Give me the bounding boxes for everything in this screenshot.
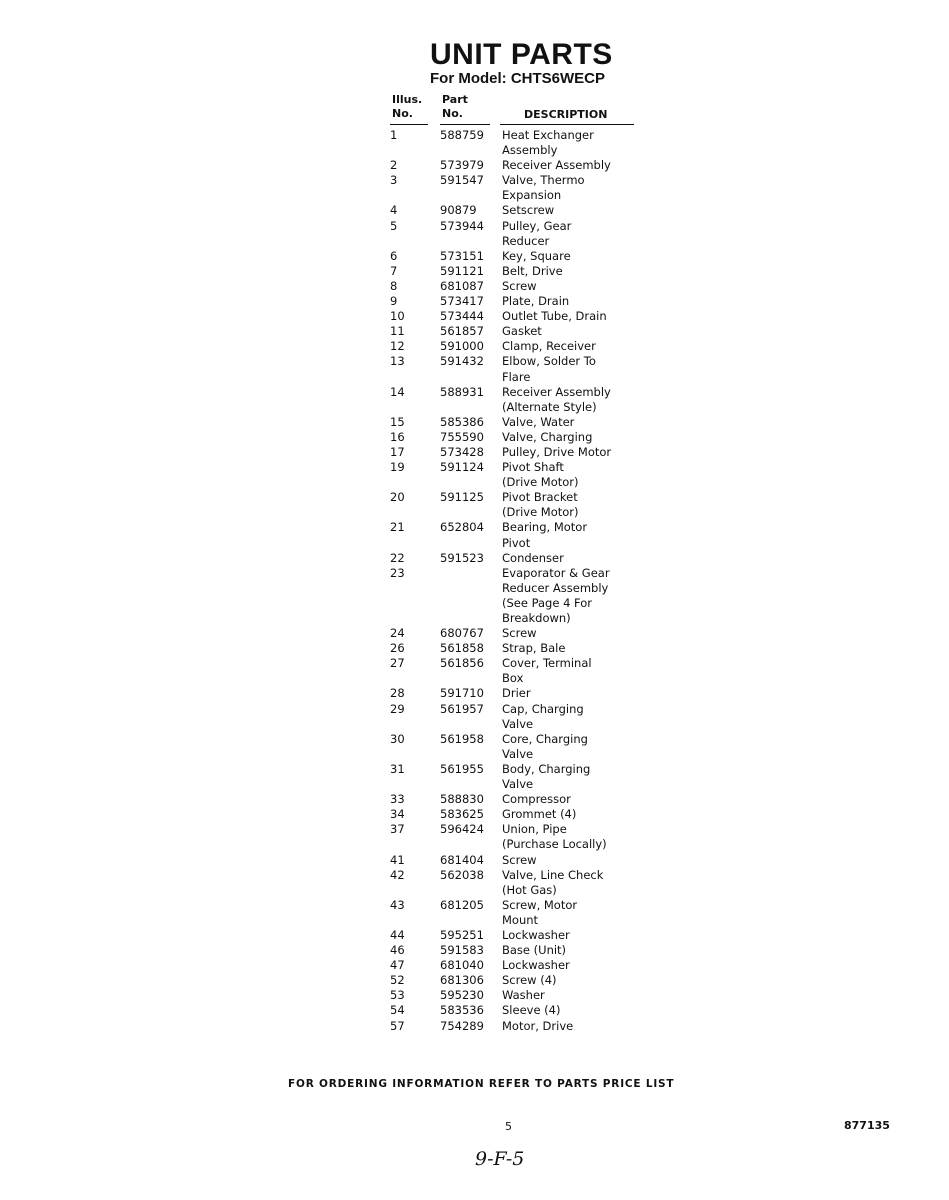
part-description: Drier [502, 686, 531, 701]
parts-row [390, 566, 640, 626]
illus-number: 22 [390, 550, 405, 565]
part-description: Cover, Terminal Box [502, 656, 592, 686]
part-description: Compressor [502, 792, 571, 807]
part-description: Screw (4) [502, 973, 557, 988]
part-description: Lockwasher [502, 958, 570, 973]
part-description: Screw [502, 626, 537, 641]
part-number: 562038 [440, 867, 484, 882]
part-description: Valve, Water [502, 414, 575, 429]
part-description: Union, Pipe (Purchase Locally) [502, 822, 607, 852]
part-number: 588830 [440, 792, 484, 807]
part-number: 588759 [440, 128, 484, 142]
model-number: CHTS6WECP [510, 70, 606, 87]
part-description: Valve, Charging [502, 429, 593, 444]
column-header-part-line2: No. [442, 107, 463, 120]
part-number: 583536 [440, 1003, 484, 1018]
part-description: Receiver Assembly [502, 158, 611, 173]
part-number: 588931 [440, 384, 484, 399]
illus-number: 23 [390, 565, 405, 580]
illus-number: 46 [390, 943, 405, 958]
parts-row [390, 702, 640, 732]
part-description: Elbow, Solder To Flare [502, 354, 596, 384]
handwritten-note: 9-F-5 [475, 1148, 525, 1170]
part-description: Screw [502, 852, 537, 867]
parts-row [390, 1019, 640, 1034]
header-rule-part [440, 124, 490, 125]
part-description: Condenser [502, 550, 564, 565]
illus-number: 2 [390, 158, 398, 173]
column-header-illus-line1: Illus. [392, 93, 423, 106]
part-number: 585386 [440, 414, 484, 429]
parts-row [390, 641, 640, 656]
part-number: 681040 [440, 958, 484, 973]
part-description: Sleeve (4) [502, 1003, 561, 1018]
parts-row [390, 520, 640, 550]
part-number: 596424 [440, 822, 484, 837]
part-description: Pivot Bracket (Drive Motor) [502, 490, 579, 520]
illus-number: 15 [390, 414, 405, 429]
parts-row [390, 898, 640, 928]
illus-number: 33 [390, 792, 405, 807]
parts-row [390, 430, 640, 445]
illus-number: 41 [390, 852, 405, 867]
illus-number: 17 [390, 444, 405, 459]
part-description: Heat Exchanger Assembly [502, 128, 594, 158]
part-description: Gasket [502, 324, 542, 339]
parts-row [390, 173, 640, 203]
part-number: 561857 [440, 324, 484, 339]
part-number: 90879 [440, 203, 477, 218]
illus-number: 3 [390, 173, 398, 188]
illus-number: 29 [390, 701, 405, 716]
illus-number: 13 [390, 354, 405, 369]
parts-row [390, 445, 640, 460]
illus-number: 52 [390, 973, 405, 988]
part-number: 681205 [440, 897, 484, 912]
illus-number: 44 [390, 927, 405, 942]
parts-row [390, 958, 640, 973]
model-line [430, 70, 605, 87]
part-number: 591547 [440, 173, 484, 188]
illus-number: 26 [390, 641, 405, 656]
parts-row [390, 988, 640, 1003]
parts-row [390, 1003, 640, 1018]
part-number: 591710 [440, 686, 484, 701]
parts-row [390, 853, 640, 868]
part-description: Evaporator & Gear Reducer Assembly (See Page 4 For Breakdown) [502, 565, 610, 625]
parts-row [390, 943, 640, 958]
illus-number: 7 [390, 263, 398, 278]
part-description: Body, Charging Valve [502, 761, 591, 792]
part-description: Setscrew [502, 203, 555, 218]
part-number: 591000 [440, 339, 484, 354]
illus-number: 6 [390, 248, 398, 263]
parts-row [390, 762, 640, 792]
part-number: 561856 [440, 656, 484, 671]
part-number: 561955 [440, 761, 484, 776]
parts-row [390, 415, 640, 430]
model-label: For Model: [430, 70, 507, 87]
parts-row [390, 309, 640, 324]
parts-row [390, 128, 640, 158]
illus-number: 12 [390, 339, 405, 354]
illus-number: 10 [390, 309, 405, 324]
illus-number: 21 [390, 520, 405, 535]
illus-number: 37 [390, 822, 405, 837]
part-number: 680767 [440, 626, 484, 641]
part-description: Pulley, Drive Motor [502, 444, 612, 459]
part-description: Plate, Drain [502, 294, 570, 309]
parts-row [390, 203, 640, 218]
part-description: Clamp, Receiver [502, 339, 596, 354]
parts-row [390, 626, 640, 641]
page-title: UNIT PARTS [430, 38, 613, 71]
illus-number: 42 [390, 867, 405, 882]
parts-row [390, 354, 640, 384]
illus-number: 43 [390, 897, 405, 912]
parts-row [390, 973, 640, 988]
part-description: Valve, Thermo Expansion [502, 173, 585, 203]
parts-row [390, 339, 640, 354]
part-number: 561858 [440, 641, 484, 656]
part-description: Pulley, Gear Reducer [502, 218, 572, 248]
illus-number: 4 [390, 203, 398, 218]
part-number: 652804 [440, 520, 484, 535]
part-number: 591432 [440, 354, 484, 369]
illus-number: 27 [390, 656, 405, 671]
part-description: Receiver Assembly (Alternate Style) [502, 384, 611, 414]
part-description: Grommet (4) [502, 807, 577, 822]
part-description: Washer [502, 988, 545, 1003]
illus-number: 53 [390, 988, 405, 1003]
parts-row [390, 807, 640, 822]
part-description: Pivot Shaft (Drive Motor) [502, 460, 579, 490]
part-number: 595230 [440, 988, 484, 1003]
parts-row [390, 264, 640, 279]
header-rule-description [500, 124, 634, 125]
column-header-part-no [442, 93, 468, 121]
parts-row [390, 490, 640, 520]
parts-row [390, 460, 640, 490]
parts-row [390, 686, 640, 701]
illus-number: 54 [390, 1003, 405, 1018]
parts-row [390, 279, 640, 294]
part-number: 591583 [440, 943, 484, 958]
parts-row [390, 294, 640, 309]
part-number: 573944 [440, 218, 484, 233]
part-number: 591121 [440, 263, 484, 278]
parts-row [390, 385, 640, 415]
illus-number: 16 [390, 429, 405, 444]
illus-number: 8 [390, 278, 398, 293]
part-description: Lockwasher [502, 927, 570, 942]
part-description: Screw, Motor Mount [502, 897, 578, 927]
illus-number: 5 [390, 218, 398, 233]
part-description: Bearing, Motor Pivot [502, 520, 588, 550]
parts-row [390, 551, 640, 566]
part-number: 573151 [440, 248, 484, 263]
part-number [440, 566, 502, 626]
parts-row [390, 732, 640, 762]
parts-row [390, 219, 640, 249]
part-description: Strap, Bale [502, 641, 566, 656]
illus-number: 30 [390, 731, 405, 746]
part-description: Cap, Charging Valve [502, 701, 584, 731]
illus-number: 20 [390, 490, 405, 505]
parts-row [390, 656, 640, 686]
part-number: 754289 [440, 1018, 484, 1033]
parts-list [390, 128, 640, 1034]
part-number: 573444 [440, 309, 484, 324]
part-description: Valve, Line Check (Hot Gas) [502, 867, 604, 897]
part-number: 561958 [440, 731, 484, 746]
part-description: Screw [502, 278, 537, 293]
part-number: 561957 [440, 701, 484, 716]
column-header-illus-no [392, 93, 422, 121]
part-number: 755590 [440, 429, 484, 444]
column-header-illus-line2: No. [392, 107, 413, 120]
part-number: 573428 [440, 444, 484, 459]
illus-number: 9 [390, 294, 398, 309]
illus-number: 19 [390, 460, 405, 475]
illus-number: 47 [390, 958, 405, 973]
parts-row [390, 868, 640, 898]
part-number: 591125 [440, 490, 484, 505]
part-number: 681404 [440, 852, 484, 867]
part-number: 591523 [440, 550, 484, 565]
parts-row [390, 249, 640, 264]
part-number: 591124 [440, 460, 484, 475]
column-header-description: DESCRIPTION [524, 108, 608, 121]
parts-row [390, 928, 640, 943]
ordering-note: FOR ORDERING INFORMATION REFER TO PARTS PRICE LIST [288, 1078, 675, 1090]
parts-row [390, 324, 640, 339]
document-number: 877135 [844, 1119, 890, 1132]
part-description: Core, Charging Valve [502, 731, 588, 761]
part-number: 583625 [440, 807, 484, 822]
illus-number: 28 [390, 686, 405, 701]
part-description: Base (Unit) [502, 943, 567, 958]
illus-number: 1 [390, 128, 398, 142]
parts-row [390, 822, 640, 852]
part-description: Motor, Drive [502, 1018, 574, 1033]
column-header-part-line1: Part [442, 93, 468, 106]
part-number: 595251 [440, 927, 484, 942]
illus-number: 34 [390, 807, 405, 822]
part-number: 681087 [440, 278, 484, 293]
illus-number: 14 [390, 384, 405, 399]
page-number: 5 [505, 1120, 512, 1133]
parts-row [390, 158, 640, 173]
part-description: Outlet Tube, Drain [502, 309, 607, 324]
illus-number: 31 [390, 761, 405, 776]
part-number: 681306 [440, 973, 484, 988]
part-description: Belt, Drive [502, 263, 563, 278]
parts-row [390, 792, 640, 807]
illus-number: 24 [390, 626, 405, 641]
part-description: Key, Square [502, 248, 571, 263]
header-rule-illus [390, 124, 428, 125]
part-number: 573979 [440, 158, 484, 173]
illus-number: 57 [390, 1018, 405, 1033]
illus-number: 11 [390, 324, 405, 339]
part-number: 573417 [440, 294, 484, 309]
